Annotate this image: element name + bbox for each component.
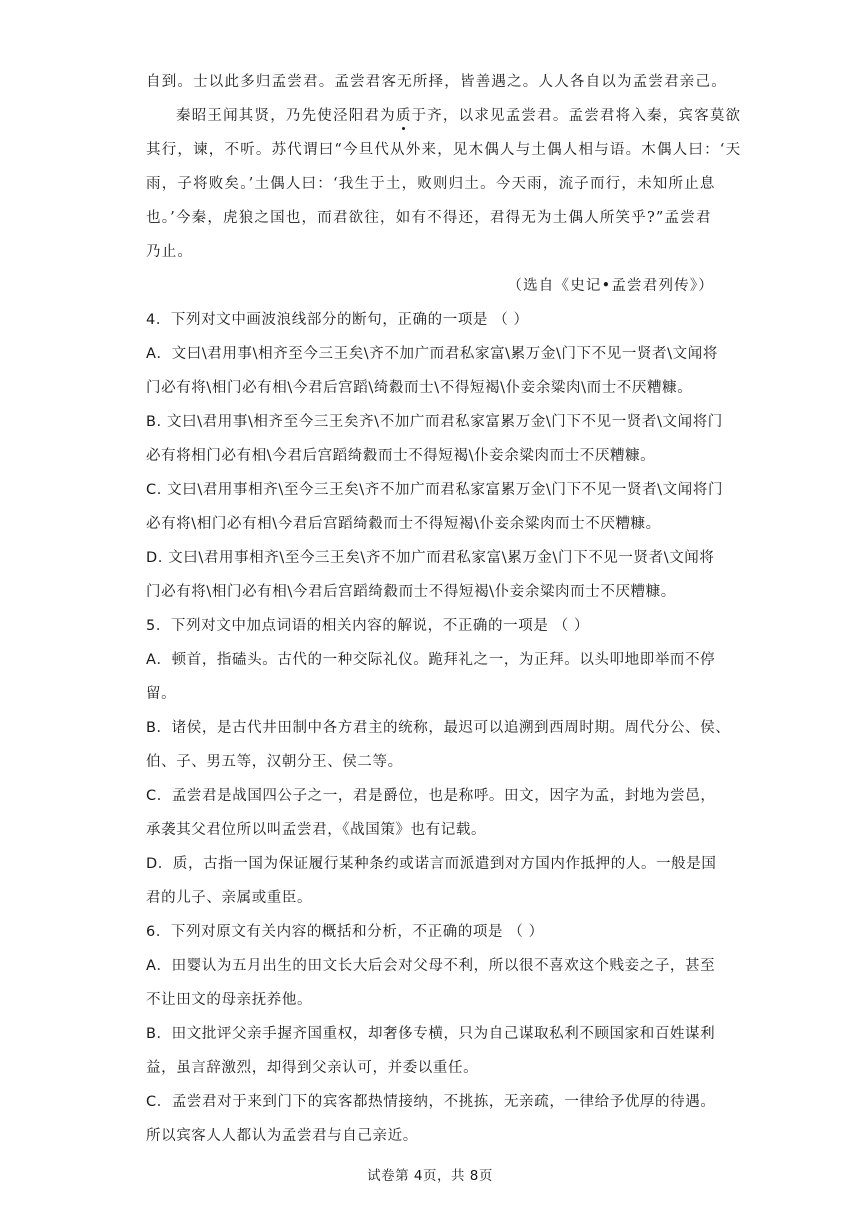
q4-option-c: C. 文曰\君用事相齐\至今三王矣\齐不加广而君私家富累万金\门下不见一贤者\文闻将门 [146,482,724,498]
q5-option-c-cont: 承袭其父君位所以叫孟尝君，《战国策》也有记载。 [146,822,487,838]
q6-option-a: A．田婴认为五月出生的田文长大后会对父母不利，所以很不喜欢这个贱妾之子，甚至 [146,958,716,974]
q6-option-b: B．田文批评父亲手握齐国重权，却奢侈专横，只为自己谋取私利不顾国家和百姓谋利 [146,1026,716,1042]
passage-text: 于齐，以求见孟尝君。孟尝君将入秦，宾客莫欲 [411,108,742,124]
passage-line: 雨，子将败矣。’土偶人曰：‘我生于土，败则归土。今天雨，流子而行，未知所止息 [146,176,716,192]
q5-option-b-cont: 伯、子、男五等，汉朝分王、侯二等。 [146,754,403,770]
q4-option-b: B. 文曰\君用事\相齐至今三王矣齐\不加广而君私家富累万金\门下不见一贤者\文闻将门 [146,414,723,430]
q5-option-a-cont: 留。 [146,686,177,702]
passage-line: 自到。士以此多归孟尝君。孟尝君客无所择，皆善遇之。人人各自以为孟尝君亲己。 [146,74,727,90]
page-footer: 试卷第 4页，共 8页 [367,1168,493,1184]
q6-option-a-cont: 不让田文的母亲抚养他。 [146,992,313,1008]
q5-option-c: C．孟尝君是战国四公子之一，君是爵位，也是称呼。田文，因字为孟，封地为尝邑， [146,788,716,804]
q6-option-c: C．孟尝君对于来到门下的宾客都热情接纳，不挑拣，无亲疏，一律给予优厚的待遇。 [146,1094,716,1110]
q4-option-d-cont: 门必有将\相门必有相\今君后宫蹈绮縠而士不得短褐\仆妾余粱肉而士不厌糟糠。 [146,584,676,600]
q6-option-b-cont: 益，虽言辞激烈，却得到父亲认可，并委以重任。 [146,1060,479,1076]
q4-option-d: D. 文曰\君用事相齐\至今三王矣\齐不加广而君私家富\累万金\门下不见一贤者\文闻将 [146,550,715,566]
q6-option-c-cont: 所以宾客人人都认为孟尝君与自己亲近。 [146,1128,418,1144]
q4-option-b-cont: 必有将相门必有相\今君后宫蹈绮縠而士不得短褐\仆妾余粱肉而士不厌糟糠。 [146,448,656,464]
question-5-stem: 5．下列对文中加点词语的相关内容的解说，不正确的一项是 （ ） [146,618,590,634]
passage-line: 也。’今秦，虎狼之国也，而君欲往，如有不得还，君得无为土偶人所笑乎?”孟尝君 [146,210,712,226]
q5-option-a: A．顿首，指磕头。古代的一种交际礼仪。跪拜礼之一，为正拜。以头叩地即举而不停 [146,652,716,668]
question-4-stem: 4．下列对文中画波浪线部分的断句，正确的一项是 （ ） [146,312,529,328]
passage-line [176,106,741,126]
passage-text: 秦昭王闻其贤，乃先使泾阳君为 [176,108,396,124]
question-6-stem: 6．下列对原文有关内容的概括和分析，不正确的项是 （ ） [146,924,544,940]
q4-option-a-cont: 门必有将\相门必有相\今君后宫蹈\绮縠而士\不得短褐\仆妾余粱肉\而士不厌糟糠。 [146,380,693,396]
q5-option-d-cont: 君的儿子、亲属或重臣。 [146,890,313,906]
passage-line: 乃止。 [146,244,194,260]
q4-option-c-cont: 必有将\相门必有相\今君后宫蹈绮縠而士不得短褐\仆妾余粱肉而士不厌糟糠。 [146,516,661,532]
q5-option-d: D．质，古指一国为保证履行某种条约或诺言而派遣到对方国内作抵押的人。一般是国 [146,856,717,872]
dotted-word-zhi: 质 [395,108,412,124]
passage-source: （选自《史记•孟尝君列传》） [507,278,714,294]
q5-option-b: B．诸侯，是古代井田制中各方君主的统称，最迟可以追溯到西周时期。周代分公、侯、 [146,720,731,736]
passage-line: 其行，谏，不听。苏代谓曰“今旦代从外来，见木偶人与土偶人相与语。木偶人曰：‘天 [146,142,742,158]
q4-option-a: A．文曰\君用事\相齐至今三王矣\齐不加广而君私家富\累万金\门下不见一贤者\文闻将 [146,346,718,362]
